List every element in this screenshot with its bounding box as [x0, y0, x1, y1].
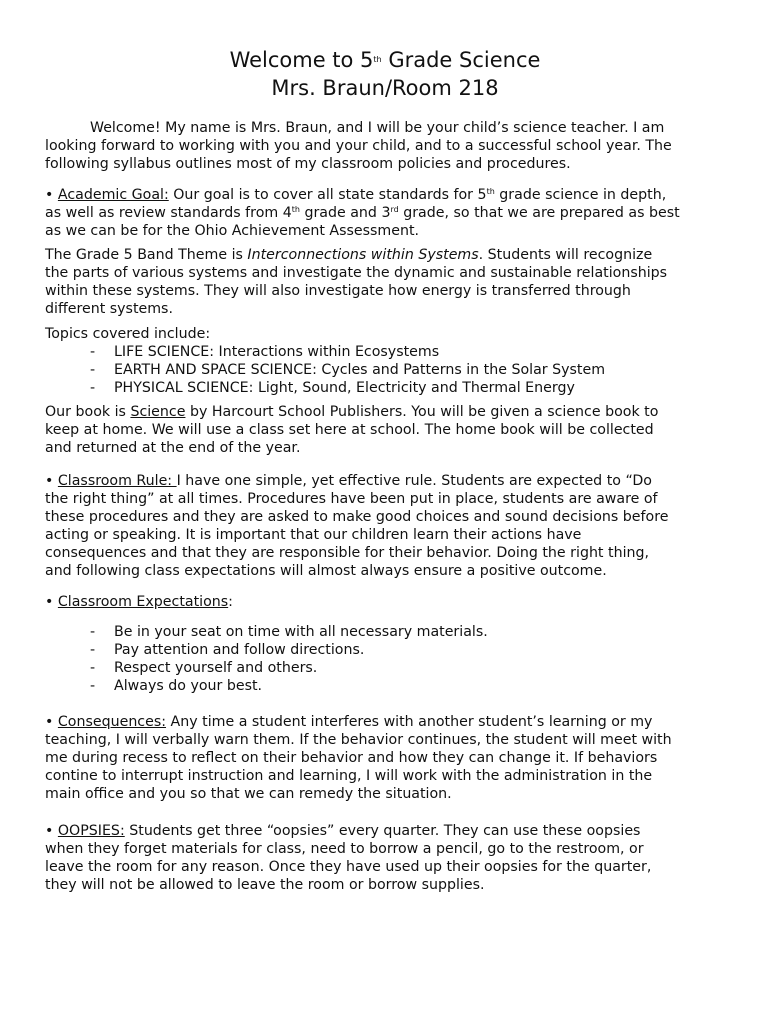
- expectation-text: Pay attention and follow directions.: [114, 642, 365, 658]
- rule-text: I have one simple, yet effective rule. Students are expected to “Do: [176, 473, 652, 489]
- topic-text: PHYSICAL SCIENCE: Light, Sound, Electricity and Thermal Energy: [114, 380, 575, 396]
- consequences-line: teaching, I will verbally warn them. If the behavior continues, the student will meet with: [45, 732, 672, 748]
- band-theme-paragraph: [45, 246, 735, 318]
- academic-line: as we can be for the Ohio Achievement Assessment.: [45, 223, 420, 239]
- oopsies-line: [45, 822, 735, 840]
- topic-text: EARTH AND SPACE SCIENCE: Cycles and Patterns in the Solar System: [114, 362, 606, 378]
- section-label: Classroom Expectations: [57, 594, 229, 610]
- band-theme-title: Interconnections within Systems: [247, 247, 479, 263]
- book-text: by Harcourt School Publishers. You will be given a science book to: [185, 404, 659, 420]
- oopsies-section: [45, 822, 735, 894]
- band-text: The Grade 5 Band Theme is: [45, 247, 248, 263]
- rule-line: these procedures and they are asked to make good choices and sound decisions before: [45, 509, 669, 525]
- dash: -: [90, 624, 96, 640]
- book-paragraph: [45, 403, 735, 457]
- intro-line: looking forward to working with you and your child, and to a successful school year. The: [45, 138, 672, 154]
- book-line: and returned at the end of the year.: [45, 440, 301, 456]
- topics-intro: Topics covered include:: [45, 326, 211, 342]
- rule-line: consequences and that they are responsible for their behavior. Doing the right thing,: [45, 545, 650, 561]
- topics-section: [45, 325, 735, 397]
- oopsies-text: Students get three “oopsies” every quarter. They can use these oopsies: [124, 823, 641, 839]
- consequences-text: Any time a student interferes with another student’s learning or my: [166, 714, 653, 730]
- expectations-section: [45, 593, 735, 611]
- topic-item: [45, 343, 735, 361]
- page-title: [0, 46, 770, 74]
- dash: -: [90, 362, 96, 378]
- rule-line: the right thing” at all times. Procedures have been put in place, students are aware of: [45, 491, 658, 507]
- academic-text: grade and 3: [299, 205, 391, 221]
- superscript: th: [291, 205, 300, 214]
- title-text: Welcome to 5: [229, 48, 374, 72]
- dash: -: [90, 678, 96, 694]
- book-line: keep at home. We will use a class set here at school. The home book will be collected: [45, 422, 654, 438]
- intro-line: Welcome! My name is Mrs. Braun, and I will be your child’s science teacher. I am: [90, 120, 665, 136]
- bullet: •: [45, 473, 54, 489]
- academic-line: [45, 204, 735, 222]
- bullet: •: [45, 187, 54, 203]
- bullet: •: [45, 594, 54, 610]
- expectations-list: [45, 623, 735, 695]
- rule-line: acting or speaking. It is important that our children learn their actions have: [45, 527, 582, 543]
- consequences-line: main office and you so that we can remedy the situation.: [45, 786, 452, 802]
- expectation-item: [45, 623, 735, 641]
- band-line: [45, 246, 735, 264]
- section-label: OOPSIES:: [57, 823, 125, 839]
- band-line: the parts of various systems and investigate the dynamic and sustainable relationships: [45, 265, 668, 281]
- academic-text: grade science in depth,: [494, 187, 667, 203]
- dash: -: [90, 642, 96, 658]
- rule-line: and following class expectations will almost always ensure a positive outcome.: [45, 563, 607, 579]
- academic-line: [45, 186, 735, 204]
- classroom-rule-section: [45, 472, 735, 580]
- consequences-section: [45, 713, 735, 803]
- expectation-item: [45, 641, 735, 659]
- section-label: Academic Goal:: [57, 187, 169, 203]
- academic-text: as well as review standards from 4: [45, 205, 292, 221]
- band-line: within these systems. They will also investigate how energy is transferred through: [45, 283, 631, 299]
- consequences-line: [45, 713, 735, 731]
- page-subtitle: Mrs. Braun/Room 218: [271, 76, 499, 100]
- academic-text: grade, so that we are prepared as best: [398, 205, 680, 221]
- dash: -: [90, 380, 96, 396]
- oopsies-line: leave the room for any reason. Once they have used up their oopsies for the quarter,: [45, 859, 652, 875]
- band-line: different systems.: [45, 301, 173, 317]
- book-line: [45, 403, 735, 421]
- band-text: . Students will recognize: [478, 247, 653, 263]
- bullet: •: [45, 823, 54, 839]
- expectation-item: [45, 677, 735, 695]
- superscript: th: [486, 187, 495, 196]
- academic-goal-section: [45, 186, 735, 240]
- book-text: Our book is: [45, 404, 131, 420]
- title-superscript: th: [373, 55, 382, 64]
- section-label: Consequences:: [57, 714, 167, 730]
- oopsies-line: when they forget materials for class, need to borrow a pencil, go to the restroom, or: [45, 841, 644, 857]
- colon: :: [228, 594, 233, 610]
- topic-item: [45, 361, 735, 379]
- expectations-heading: [45, 593, 735, 611]
- section-label: Classroom Rule:: [57, 473, 177, 489]
- academic-text: Our goal is to cover all state standards for 5: [168, 187, 487, 203]
- consequences-line: me during recess to reflect on their behavior and how they can change it. If behaviors: [45, 750, 658, 766]
- oopsies-line: they will not be allowed to leave the room or borrow supplies.: [45, 877, 485, 893]
- dash: -: [90, 344, 96, 360]
- topic-item: [45, 379, 735, 397]
- expectation-text: Always do your best.: [114, 678, 263, 694]
- rule-line: [45, 472, 735, 490]
- book-title: Science: [130, 404, 186, 420]
- superscript: rd: [390, 205, 399, 214]
- topic-text: LIFE SCIENCE: Interactions within Ecosystems: [114, 344, 440, 360]
- expectation-text: Respect yourself and others.: [114, 660, 318, 676]
- intro-line: following syllabus outlines most of my classroom policies and procedures.: [45, 156, 571, 172]
- title-text-end: Grade Science: [381, 48, 541, 72]
- dash: -: [90, 660, 96, 676]
- intro-paragraph: [45, 119, 735, 173]
- bullet: •: [45, 714, 54, 730]
- expectation-item: [45, 659, 735, 677]
- expectation-text: Be in your seat on time with all necessary materials.: [114, 624, 488, 640]
- consequences-line: contine to interrupt instruction and learning, I will work with the administration in the: [45, 768, 653, 784]
